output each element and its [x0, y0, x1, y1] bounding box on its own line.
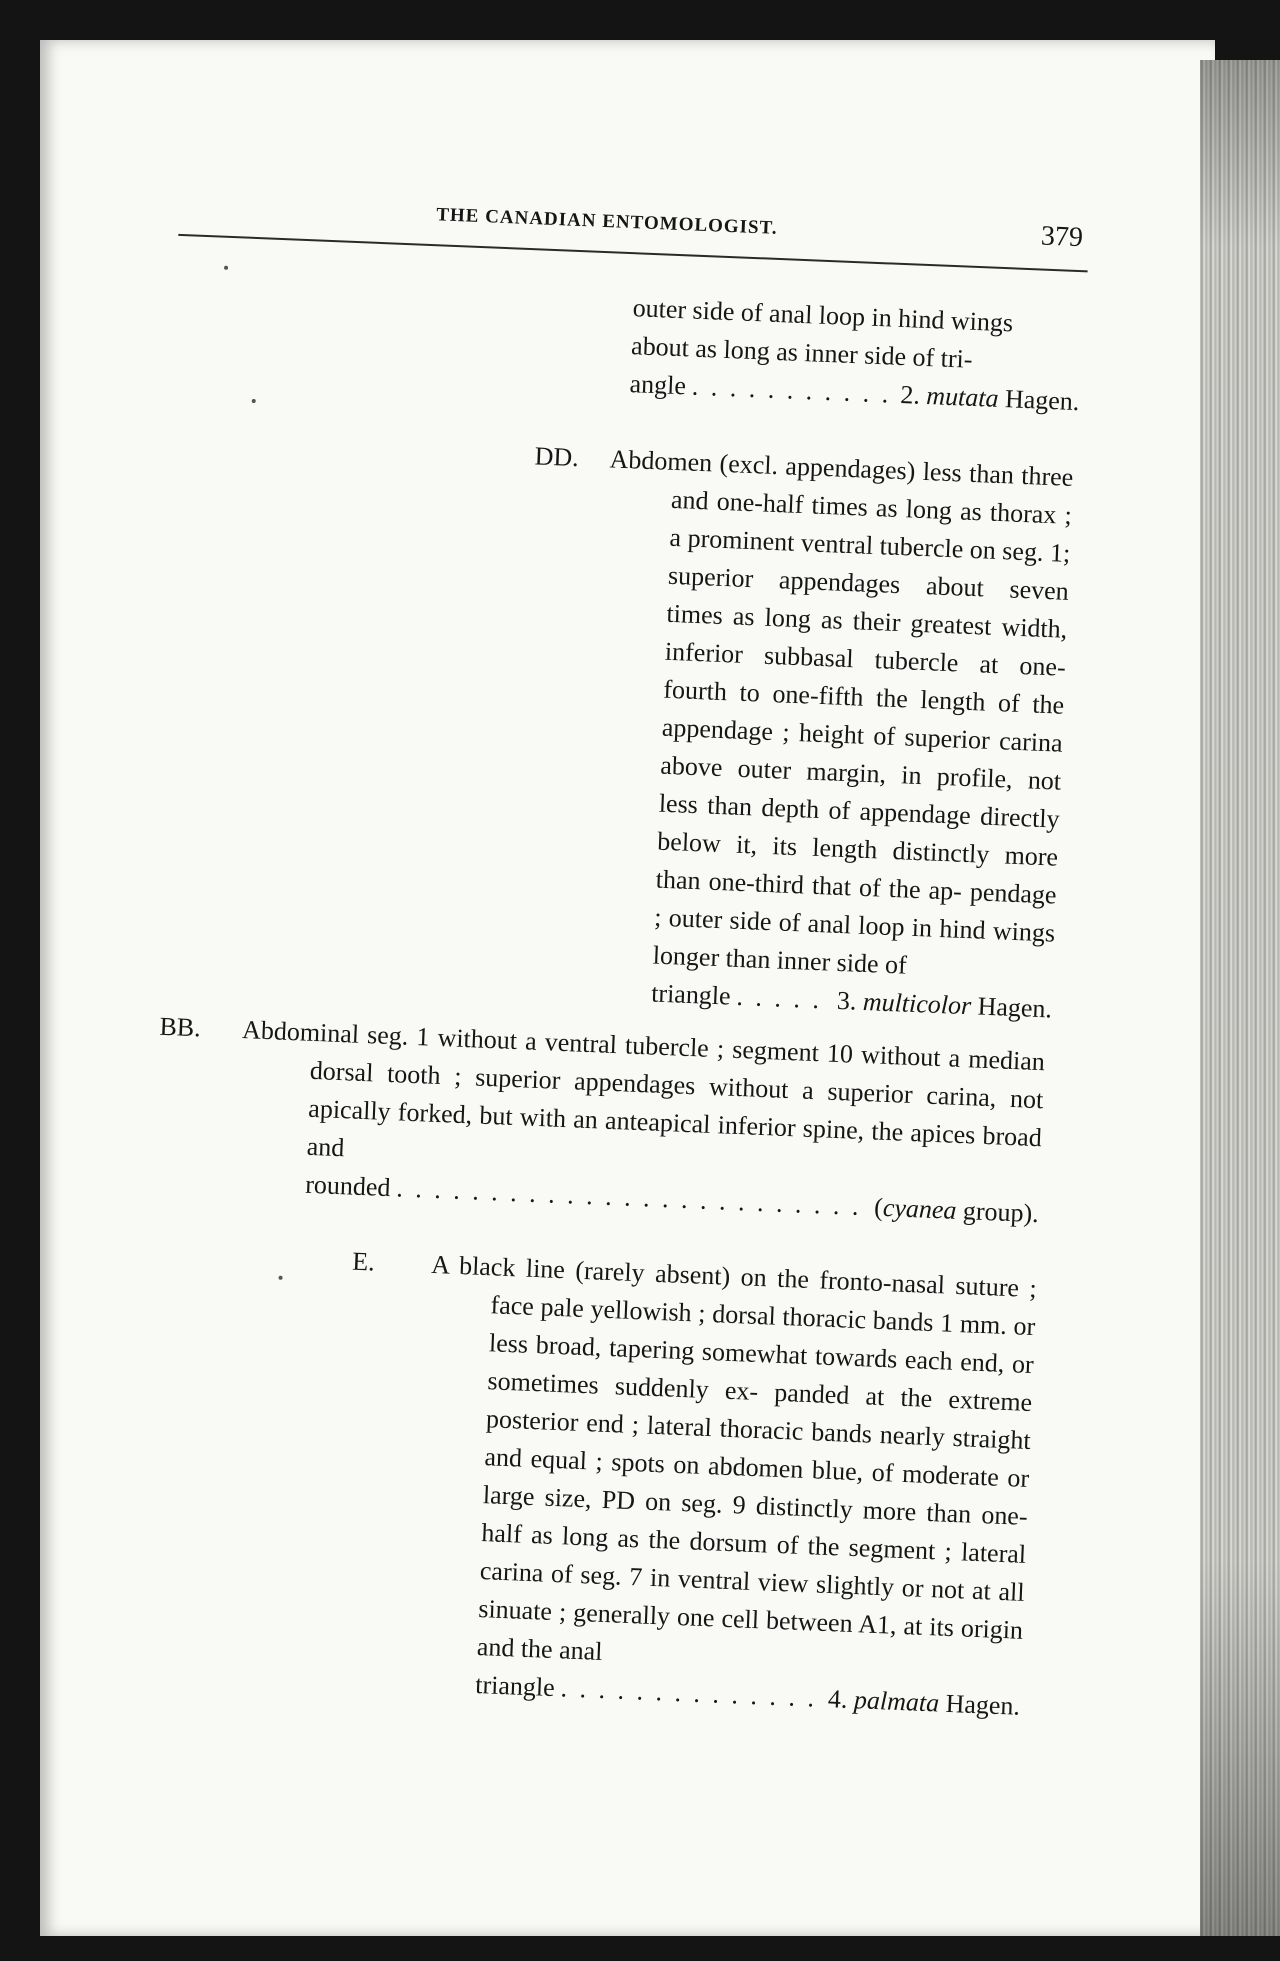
entry-number: 3. — [836, 985, 858, 1016]
leader-start: triangle — [650, 978, 732, 1011]
header-rule — [178, 234, 1087, 273]
entry-text: Abdominal seg. 1 without a ventral tubercle ; segment 10 without a median dorsal tooth ; superior appendages without a superior carina, not apically forked, but with an anteapical inferior spine, the apices broad and — [241, 1015, 1046, 1163]
species-name: multicolor — [862, 986, 972, 1021]
leader-line — [651, 974, 1053, 1028]
species-name: mutata — [925, 381, 1000, 413]
species-author: Hagen. — [945, 1688, 1021, 1721]
species-name: palmata — [853, 1685, 940, 1718]
dot-leader — [691, 368, 895, 414]
species-author: Hagen. — [977, 991, 1053, 1024]
key-entry-e — [351, 1245, 1038, 1725]
leader-start: triangle — [474, 1669, 556, 1703]
leader-line — [305, 1166, 1040, 1233]
group-species-name: cyanea — [882, 1192, 958, 1225]
page-number: 379 — [1040, 220, 1084, 254]
print-speck — [224, 266, 228, 270]
species-author: Hagen. — [1004, 384, 1080, 417]
entry-line: outer side of anal loop in hind wings — [632, 293, 1014, 338]
group-open: ( — [873, 1192, 884, 1222]
entry-number: 2. — [899, 379, 921, 410]
entry-line: about as long as inner side of tri- — [630, 331, 974, 374]
entry-text: Abdomen (excl. appendages) less than three and one-half times as long as thorax ; a prominent ventral tubercle on seg. 1; superior appendages about seven times as long as their greatest width, inferior subbasal tubercle at one-fourth to one-fifth the length of the appendage ; height of superior carina above outer margin, in profile, not less than depth of appendage directly below it, its length distinctly more than one-third that of the ap- pendage ; outer side of anal loop in hind wings longer than inner side of — [609, 444, 1074, 980]
entry-label: DD. — [534, 441, 580, 473]
key-entry-bb — [158, 1011, 1046, 1233]
dot-leader — [396, 1169, 869, 1226]
key-entry-dd — [534, 440, 1074, 1028]
entry-label: BB. — [158, 1011, 202, 1043]
entry-label: E. — [351, 1246, 376, 1277]
group-suffix: group). — [962, 1196, 1040, 1229]
dot-leader — [560, 1669, 823, 1717]
leader-line — [475, 1666, 1021, 1726]
entry-text: A black line (rarely absent) on the fronto-nasal suture ; face pale yellowish ; dorsal thoracic bands 1 mm. or less broad, tapering somewhat towards each end, or sometimes suddenly ex- panded at the extreme posterior end ; lateral thoracic bands nearly straight and equal ; spots on abdomen blue, of moderate or large size, PD on seg. 9 distinctly more than one-half as long as the dorsum of the segment ; lateral carina of seg. 7 in ventral view slightly or not at all sinuate ; generally one cell between A1, at its origin and the anal — [430, 1249, 1038, 1667]
print-speck — [278, 1276, 282, 1280]
key-entry-mutata — [629, 289, 1083, 421]
dot-leader — [736, 978, 832, 1020]
leader-start: rounded — [304, 1169, 392, 1203]
entry-number: 4. — [827, 1684, 849, 1714]
leader-start: angle — [629, 369, 687, 401]
print-speck — [252, 399, 256, 403]
running-head: THE CANADIAN ENTOMOLOGIST. — [435, 204, 778, 239]
